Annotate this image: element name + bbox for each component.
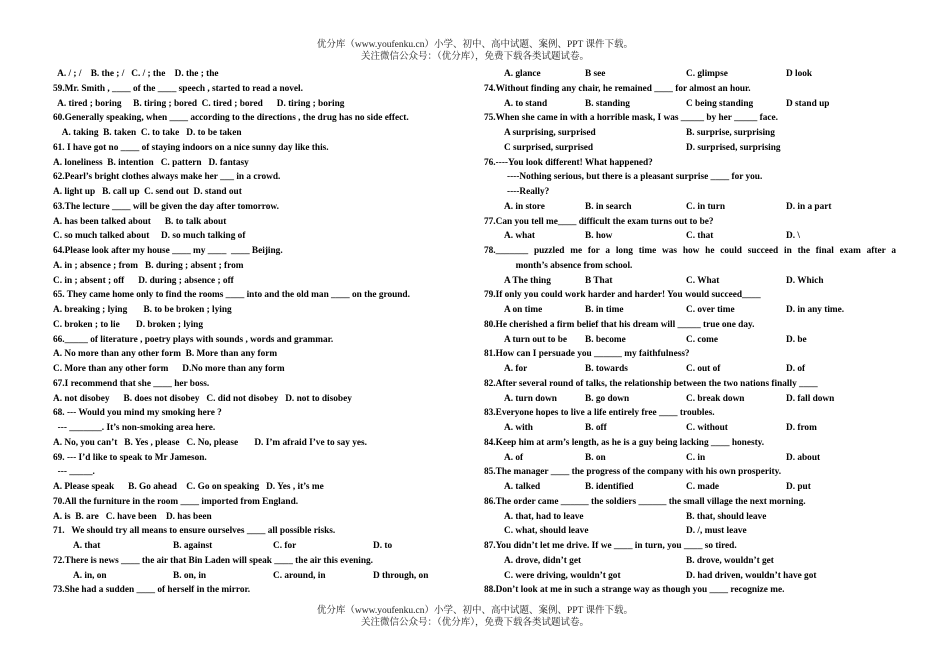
option-b: B. off (585, 423, 607, 433)
options-86-ab (484, 510, 896, 525)
options-75-cd (484, 141, 896, 156)
option-c: C. for (273, 541, 297, 551)
options-74 (484, 97, 896, 112)
options-64-ab: A. in ; absence ; from B. during ; absent ; from (53, 260, 244, 271)
option-c: C. were driving, wouldn’t got (504, 570, 621, 581)
question-71: 71. We should try all means to ensure ourselves ____ all possible risks. (53, 526, 336, 537)
options-79 (484, 303, 896, 318)
option-d: D through, on (373, 570, 429, 581)
question-66: 66._____ of literature , poetry plays with sounds , words and grammar. (53, 334, 334, 345)
option-d: D. Which (786, 275, 824, 286)
options-83 (484, 421, 896, 436)
options-59: A. tired ; boring B. tiring ; bored C. tired ; bored D. tiring ; boring (53, 98, 345, 109)
option-c: C. made (686, 482, 720, 492)
question-76: 76.----You look different! What happened? (484, 157, 653, 168)
option-d: D look (786, 69, 813, 79)
option-d: D. in any time. (786, 305, 845, 315)
options-71 (53, 539, 438, 554)
options-87-ab (484, 554, 896, 569)
question-65: 65. They came home only to find the rooms ____ into and the old man ____ on the ground. (53, 290, 410, 301)
option-d: D. in a part (786, 201, 832, 212)
header-line-1: 优分库（www.youfenku.cn）小学、初中、高中试题、案例、PPT 课件下载。 (316, 40, 634, 50)
question-87: 87.You didn’t let me drive. If we ____ in turn, you ____ so tired. (484, 541, 737, 551)
option-b: B. on (585, 452, 606, 463)
question-76-reply: ----Nothing serious, but there is a pleasant surprise ____ for you. (500, 172, 763, 183)
option-c: C. break down (686, 393, 745, 404)
option-d: D. fall down (786, 393, 835, 404)
option-b: B. drove, wouldn’t get (686, 555, 774, 566)
question-61: 61. I have got no ____ of staying indoors on a nice sunny day like this. (53, 142, 329, 153)
question-59: 59.Mr. Smith , ____ of the ____ speech , started to read a novel. (53, 83, 303, 94)
question-64: 64.Please look after my house ____ my ____ ____ Beijing. (53, 246, 283, 256)
option-b: B. towards (585, 364, 628, 374)
option-d: D. \ (786, 231, 800, 242)
options-62: A. light up B. call up C. send out D. stand out (53, 187, 242, 197)
option-b: B. in search (585, 201, 632, 212)
question-85: 85.The manager ____ the progress of the company with his own prosperity. (484, 467, 782, 478)
question-83: 83.Everyone hopes to live a life entirely free ____ troubles. (484, 408, 715, 419)
option-b: B. standing (585, 98, 630, 109)
option-c: C surprised, surprised (504, 142, 594, 153)
options-63-ab: A. has been talked about B. to talk about (53, 216, 227, 227)
option-d: D. /, must leave (686, 526, 747, 537)
option-d: D. of (786, 364, 806, 374)
question-70: 70.All the furniture in the room ____ imported from England. (53, 496, 299, 507)
options-77 (484, 229, 896, 244)
footer-line-1: 优分库（www.youfenku.cn）小学、初中、高中试题、案例、PPT 课件下载。 (316, 606, 634, 616)
option-b: B That (585, 275, 613, 286)
option-a: A. in store (504, 201, 545, 212)
question-76-reply-2: ----Really? (500, 187, 550, 197)
question-74: 74.Without finding any chair, he remained ____ for almost an hour. (484, 83, 751, 94)
option-c: C. that (686, 231, 714, 242)
question-63: 63.The lecture ____ will be given the day after tomorrow. (53, 201, 279, 212)
page-footer (0, 605, 950, 629)
option-c: C. without (686, 423, 728, 433)
question-78: 78._______ puzzled me for a long time was how he could succeed in the final exam after a (484, 246, 896, 256)
option-b: B see (585, 69, 606, 79)
question-80: 80.He cherished a firm belief that his dream will _____ true one day. (484, 319, 755, 330)
text-line: A. / ; / B. the ; / C. / ; the D. the ; the (53, 69, 219, 79)
option-c: C. in (686, 452, 706, 463)
option-a: A turn out to be (504, 334, 568, 345)
footer-line-2: 关注微信公众号：（优分库），免费下载各类试题试卷。 (360, 618, 589, 628)
option-a: A on time (504, 305, 543, 315)
options-72 (53, 569, 438, 584)
options-78 (484, 274, 896, 289)
question-67: 67.I recommend that she ____ her boss. (53, 378, 210, 389)
question-79: 79.If only you could work harder and harder! You would succeed____ (484, 290, 761, 301)
option-a: A The thing (504, 275, 551, 286)
option-a: A. drove, didn’t get (504, 555, 582, 566)
option-d: D. from (786, 423, 817, 433)
option-a: A. to stand (504, 98, 548, 109)
options-84 (484, 451, 896, 466)
option-d: D. about (786, 452, 821, 463)
option-a: A. of (504, 452, 524, 463)
option-a: A surprising, surprised (504, 128, 596, 138)
option-d: D stand up (786, 98, 830, 109)
question-77: 77.Can you tell me____ difficult the exam turns out to be? (484, 216, 714, 227)
option-c: C. come (686, 334, 719, 345)
options-66-cd: C. More than any other form D.No more than any form (53, 364, 285, 374)
option-a: A. talked (504, 482, 541, 492)
options-87-cd (484, 569, 896, 584)
options-85 (484, 480, 896, 495)
page-header (0, 39, 950, 63)
options-67: A. not disobey B. does not disobey C. did not disobey D. not to disobey (53, 393, 352, 404)
option-d: D. put (786, 482, 811, 492)
question-60: 60.Generally speaking, when ____ according to the directions , the drug has no side effect. (53, 113, 409, 124)
options-80 (484, 333, 896, 348)
option-c: C. out of (686, 364, 721, 374)
option-b: B. go down (585, 393, 630, 404)
option-d: D. be (786, 334, 807, 345)
option-b: B. become (585, 334, 626, 345)
option-d: D. surprised, surprising (686, 142, 781, 153)
options-86-cd (484, 524, 896, 539)
option-b: B. in time (585, 305, 624, 315)
option-a: A. with (504, 423, 533, 433)
options-69: A. Please speak B. Go ahead C. Go on speaking D. Yes , it’s me (53, 482, 324, 492)
question-62: 62.Pearl’s bright clothes always make her ___ in a crowd. (53, 172, 281, 183)
option-d: D. had driven, wouldn’t have got (686, 570, 817, 581)
right-column (484, 67, 896, 598)
option-b: B. how (585, 231, 613, 242)
options-70: A. is B. are C. have been D. has been (53, 511, 212, 522)
options-64-cd: C. in ; absent ; off D. during ; absence ; off (53, 275, 234, 286)
question-68-reply: --- _______. It’s non-smoking area here. (53, 423, 216, 433)
option-d: D. to (373, 541, 393, 551)
option-b: B. on, in (173, 570, 207, 581)
option-c: C. over time (686, 305, 735, 315)
question-84: 84.Keep him at arm’s length, as he is a guy being lacking ____ honesty. (484, 437, 765, 448)
option-a: A. that (73, 541, 101, 551)
question-75: 75.When she came in with a horrible mask, I was _____ by her _____ face. (484, 113, 778, 124)
question-78-cont: month’s absence from school. (504, 260, 633, 271)
options-66-ab: A. No more than any other form B. More than any form (53, 349, 278, 360)
options-73 (484, 67, 896, 82)
options-65-cd: C. broken ; to lie D. broken ; lying (53, 319, 203, 330)
question-81: 81.How can I persuade you ______ my faithfulness? (484, 349, 690, 360)
option-c: C being standing (686, 98, 754, 109)
option-a: A. what (504, 231, 535, 242)
left-column (53, 67, 438, 598)
options-63-cd: C. so much talked about D. so much talking of (53, 231, 246, 242)
question-69-reply: --- _____. (53, 467, 95, 478)
option-a: A. for (504, 364, 528, 374)
option-a: A. glance (504, 69, 541, 79)
option-c: C. What (686, 275, 720, 286)
header-line-2: 关注微信公众号：（优分库），免费下载各类试题试卷。 (360, 52, 589, 62)
option-c: C. in turn (686, 201, 726, 212)
option-c: C. what, should leave (504, 526, 589, 537)
option-b: B. that, should leave (686, 511, 767, 522)
question-68: 68. --- Would you mind my smoking here ? (53, 408, 222, 419)
options-68: A. No, you can’t B. Yes , please C. No, please D. I’m afraid I’ve to say yes. (53, 437, 367, 448)
option-a: A. turn down (504, 393, 557, 404)
question-72: 72.There is news ____ the air that Bin Laden will speak ____ the air this evening. (53, 555, 373, 566)
question-73: 73.She had a sudden ____ of herself in the mirror. (53, 585, 251, 596)
options-82 (484, 392, 896, 407)
option-b: B. identified (585, 482, 634, 492)
option-c: C. glimpse (686, 69, 728, 79)
option-a: A. that, had to leave (504, 511, 584, 522)
options-65-ab: A. breaking ; lying B. to be broken ; lying (53, 305, 232, 315)
options-76 (484, 200, 896, 215)
option-b: B. surprise, surprising (686, 128, 775, 138)
question-69: 69. --- I’d like to speak to Mr Jameson. (53, 452, 207, 463)
options-60: A. taking B. taken C. to take D. to be taken (53, 128, 242, 138)
option-b: B. against (173, 541, 213, 551)
question-82: 82.After several round of talks, the relationship between the two nations finally ____ (484, 378, 818, 389)
options-75-ab (484, 126, 896, 141)
question-88: 88.Don’t look at me in such a strange way as though you ____ recognize me. (484, 585, 785, 596)
option-c: C. around, in (273, 570, 326, 581)
option-a: A. in, on (73, 570, 107, 581)
options-81 (484, 362, 896, 377)
question-86: 86.The order came ______ the soldiers ______ the small village the next morning. (484, 496, 806, 507)
options-61: A. loneliness B. intention C. pattern D. fantasy (53, 157, 249, 168)
